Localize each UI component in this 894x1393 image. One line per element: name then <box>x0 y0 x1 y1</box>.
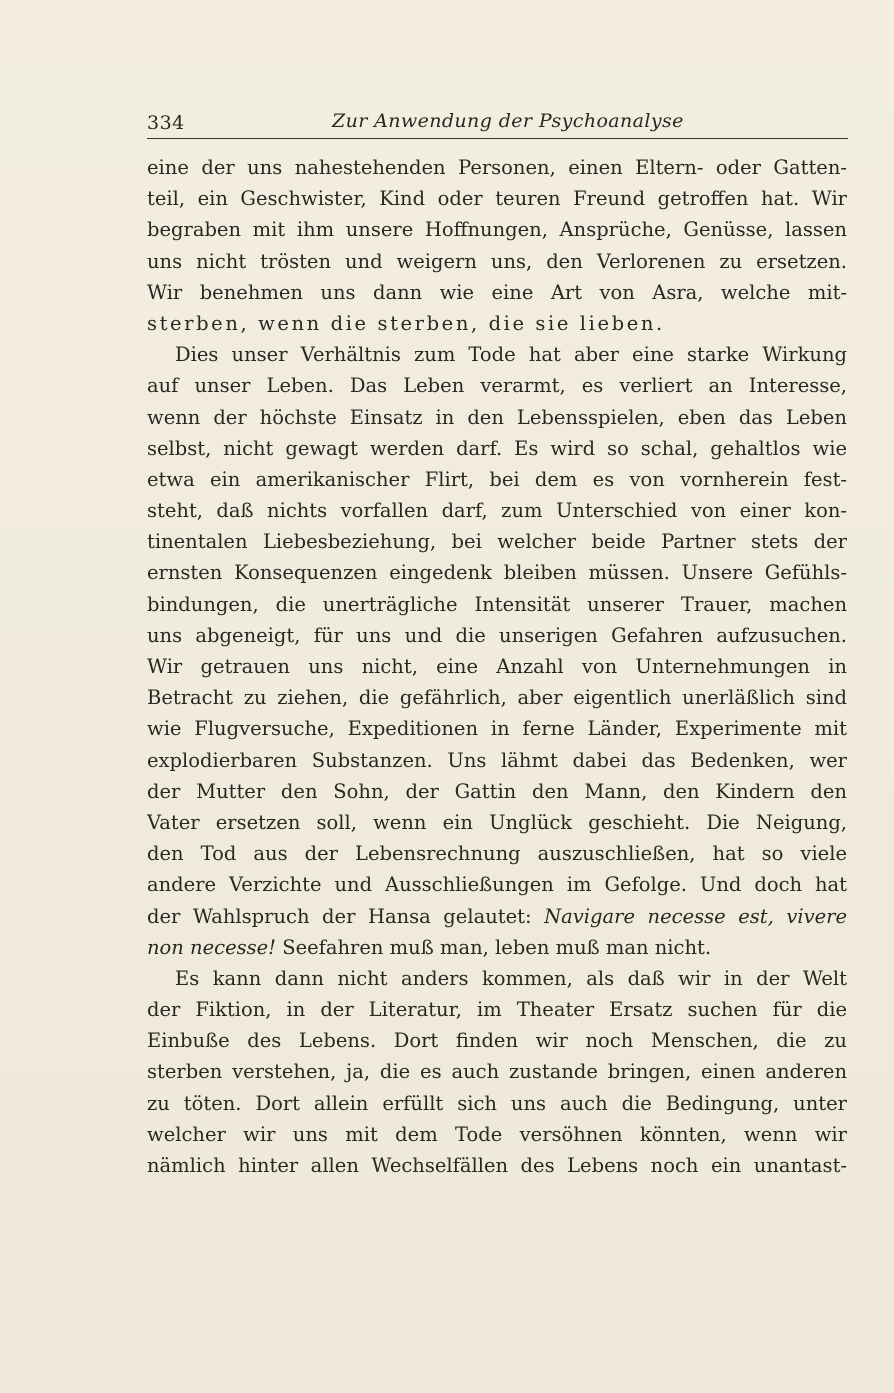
text-line: selbst, nicht gewagt werden darf. Es wird so schal, gehaltlos wie <box>147 436 847 460</box>
text-line: etwa ein amerikanischer Flirt, bei dem es von vornherein fest- <box>147 467 847 491</box>
text-line: Wir benehmen uns dann wie eine Art von Asra, welche mit- <box>147 280 847 304</box>
text-line: eine der uns nahestehenden Personen, einen Eltern- oder Gatten- <box>147 156 847 179</box>
page-number: 334 <box>147 112 185 134</box>
text-line: welcher wir uns mit dem Tode versöhnen könnten, wenn wir <box>147 1122 847 1146</box>
text-line: explodierbaren Substanzen. Uns lähmt dabei das Bedenken, wer <box>147 748 847 772</box>
latin-motto: Navigare necesse est, vivere <box>544 904 847 928</box>
text-line: der Fiktion, in der Literatur, im Theater Ersatz suchen für die <box>147 998 847 1022</box>
text-segment: Seefahren muß man, leben muß man nicht. <box>282 935 712 959</box>
text-line: Einbuße des Lebens. Dort finden wir noch Menschen, die zu <box>147 1029 847 1053</box>
running-title: Zur Anwendung der Psychoanalyse <box>332 110 684 132</box>
text-line: zu töten. Dort allein erfüllt sich uns auch die Bedingung, unter <box>147 1091 847 1115</box>
text-line: sterben, wenn die sterben, die sie lieben. <box>147 311 665 335</box>
text-line: steht, daß nichts vorfallen darf, zum Unterschied von einer kon- <box>147 499 847 523</box>
text-line: andere Verzichte und Ausschließungen im Gefolge. Und doch hat <box>147 873 847 897</box>
text-line: den Tod aus der Lebensrechnung auszuschließen, hat so viele <box>147 842 847 866</box>
latin-motto: non necesse! <box>147 935 277 959</box>
text-line: Vater ersetzen soll, wenn ein Unglück geschieht. Die Neigung, <box>147 810 847 834</box>
text-line: Betracht zu ziehen, die gefährlich, aber eigentlich unerläßlich sind <box>147 686 847 710</box>
page-header <box>147 110 848 139</box>
text-line: tinentalen Liebesbeziehung, bei welcher beide Partner stets der <box>147 530 847 554</box>
text-segment: der Wahlspruch der Hansa gelautet: <box>147 904 532 928</box>
text-line-with-motto <box>147 901 847 932</box>
text-line: wenn der höchste Einsatz in den Lebensspielen, eben das Leben <box>147 405 847 429</box>
text-line: sterben verstehen, ja, die es auch zustande bringen, einen anderen <box>147 1060 847 1084</box>
text-line: auf unser Leben. Das Leben verarmt, es verliert an Interesse, <box>147 374 847 398</box>
text-line: nämlich hinter allen Wechselfällen des Lebens noch ein unantast- <box>147 1154 847 1177</box>
text-line: uns nicht trösten und weigern uns, den Verlorenen zu ersetzen. <box>147 249 847 273</box>
text-line: Es kann dann nicht anders kommen, als daß wir in der Welt <box>175 966 847 990</box>
text-line: uns abgeneigt, für uns und die unserigen Gefahren aufzusuchen. <box>147 623 847 647</box>
text-line: der Mutter den Sohn, der Gattin den Mann, den Kindern den <box>147 779 847 803</box>
text-line: teil, ein Geschwister, Kind oder teuren Freund getroffen hat. Wir <box>147 187 847 211</box>
text-line: bindungen, die unerträgliche Intensität unserer Trauer, machen <box>147 592 847 616</box>
text-line: Dies unser Verhältnis zum Tode hat aber eine starke Wirkung <box>175 343 847 367</box>
text-line-with-motto <box>147 932 847 963</box>
text-line: wie Flugversuche, Expeditionen in ferne Länder, Experimente mit <box>147 717 847 741</box>
body-text <box>147 152 847 1181</box>
text-line: ernsten Konsequenzen eingedenk bleiben müssen. Unsere Gefühls- <box>147 561 847 585</box>
text-line: Wir getrauen uns nicht, eine Anzahl von Unternehmungen in <box>147 655 847 678</box>
text-line: begraben mit ihm unsere Hoffnungen, Ansprüche, Genüsse, lassen <box>147 218 847 242</box>
